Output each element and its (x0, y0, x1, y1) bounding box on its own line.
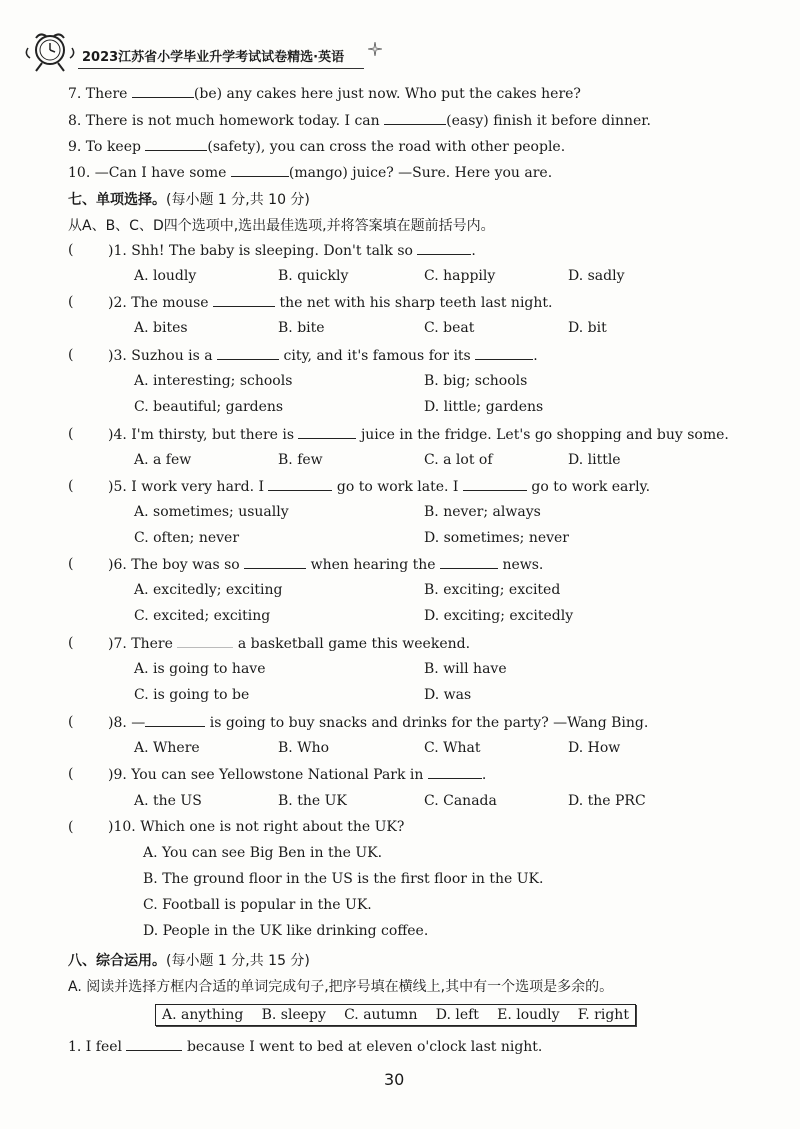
answer-paren[interactable]: ( (68, 714, 74, 730)
answer-blank[interactable] (440, 556, 498, 569)
option-a[interactable]: A. the US (134, 793, 202, 809)
fill-item: 10. —Can I have some (mango) juice? —Sure. Here you are. (68, 165, 553, 181)
answer-paren[interactable]: ( (68, 347, 74, 363)
word-option: F. right (577, 1007, 629, 1023)
option-a[interactable]: A. Where (134, 740, 200, 756)
question-2: )2. The mouse the net with his sharp teeth last night. (108, 295, 553, 311)
word-option: E. loudly (497, 1007, 560, 1023)
answer-blank[interactable] (126, 1038, 182, 1051)
answer-paren[interactable]: ( (68, 635, 74, 651)
option-d[interactable]: D. little; gardens (424, 399, 544, 415)
option-b[interactable]: B. big; schools (424, 373, 528, 389)
option-d[interactable]: D. People in the UK like drinking coffee. (143, 923, 429, 939)
option-d[interactable]: D. sadly (568, 268, 625, 284)
option-d[interactable]: D. little (568, 452, 621, 468)
section-7-heading: 七、单项选择。(每小题 1 分,共 10 分) (68, 192, 310, 208)
sparkle-icon (368, 42, 382, 56)
answer-blank[interactable] (231, 164, 289, 177)
option-b[interactable]: B. Who (278, 740, 330, 756)
word-option: A. anything (162, 1007, 244, 1023)
page-number: 30 (384, 1070, 405, 1089)
question-10: )10. Which one is not right about the UK? (108, 819, 405, 835)
fill-item: 7. There (be) any cakes here just now. Who put the cakes here? (68, 86, 581, 102)
option-d[interactable]: D. sometimes; never (424, 530, 570, 546)
option-c[interactable]: C. beat (424, 320, 475, 336)
header-title: 2023江苏省小学毕业升学考试试卷精选·英语 (82, 50, 345, 65)
option-b[interactable]: B. few (278, 452, 323, 468)
answer-paren[interactable]: ( (68, 819, 74, 835)
section-8-heading: 八、综合运用。(每小题 1 分,共 15 分) (68, 953, 310, 969)
word-bank-box (155, 1004, 636, 1026)
answer-blank[interactable] (463, 478, 527, 491)
option-b[interactable]: B. quickly (278, 268, 349, 284)
question-3: )3. Suzhou is a city, and it's famous for its . (108, 348, 538, 364)
option-d[interactable]: D. the PRC (568, 793, 646, 809)
answer-paren[interactable]: ( (68, 766, 74, 782)
option-b[interactable]: B. the UK (278, 793, 347, 809)
answer-blank[interactable] (145, 714, 205, 727)
answer-blank[interactable] (428, 766, 482, 779)
page-header (22, 28, 382, 74)
answer-blank[interactable] (217, 347, 279, 360)
fill-item: 9. To keep (safety), you can cross the road with other people. (68, 139, 566, 155)
option-a[interactable]: A. is going to have (134, 661, 266, 677)
answer-blank[interactable] (177, 635, 233, 648)
answer-blank[interactable] (475, 347, 533, 360)
answer-paren[interactable]: ( (68, 556, 74, 572)
word-option: C. autumn (344, 1007, 418, 1023)
option-d[interactable]: D. was (424, 687, 472, 703)
option-b[interactable]: B. exciting; excited (424, 582, 561, 598)
header-divider (78, 68, 364, 69)
section-8-question-1: 1. I feel because I went to bed at eleven o'clock last night. (68, 1039, 543, 1055)
option-b[interactable]: B. never; always (424, 504, 541, 520)
option-c[interactable]: C. happily (424, 268, 496, 284)
question-7: )7. There a basketball game this weekend. (108, 636, 471, 652)
option-a[interactable]: A. a few (134, 452, 192, 468)
answer-paren[interactable]: ( (68, 426, 74, 442)
option-b[interactable]: B. bite (278, 320, 325, 336)
question-5: )5. I work very hard. I go to work late. I go to work early. (108, 479, 651, 495)
option-c[interactable]: C. excited; exciting (134, 608, 271, 624)
answer-blank[interactable] (213, 294, 275, 307)
option-a[interactable]: A. sometimes; usually (134, 504, 289, 520)
answer-blank[interactable] (132, 85, 194, 98)
option-c[interactable]: C. What (424, 740, 481, 756)
word-option: B. sleepy (261, 1007, 326, 1023)
option-a[interactable]: A. loudly (134, 268, 197, 284)
question-4: )4. I'm thirsty, but there is juice in the fridge. Let's go shopping and buy some. (108, 427, 729, 443)
question-9: )9. You can see Yellowstone National Park in . (108, 767, 487, 783)
answer-blank[interactable] (298, 426, 356, 439)
fill-item: 8. There is not much homework today. I can (easy) finish it before dinner. (68, 113, 651, 129)
option-b[interactable]: B. The ground floor in the US is the first floor in the UK. (143, 871, 544, 887)
answer-blank[interactable] (417, 242, 471, 255)
question-1: )1. Shh! The baby is sleeping. Don't talk so . (108, 243, 476, 259)
section-8-part-a-instruction: A. 阅读并选择方框内合适的单词完成句子,把序号填在横线上,其中有一个选项是多余的。 (68, 979, 614, 995)
question-6: )6. The boy was so when hearing the news. (108, 557, 544, 573)
option-b[interactable]: B. will have (424, 661, 507, 677)
option-d[interactable]: D. How (568, 740, 621, 756)
option-c[interactable]: C. is going to be (134, 687, 250, 703)
answer-blank[interactable] (268, 478, 332, 491)
answer-paren[interactable]: ( (68, 242, 74, 258)
option-c[interactable]: C. a lot of (424, 452, 493, 468)
option-d[interactable]: D. exciting; excitedly (424, 608, 574, 624)
option-a[interactable]: A. bites (134, 320, 188, 336)
option-c[interactable]: C. Canada (424, 793, 497, 809)
answer-blank[interactable] (244, 556, 306, 569)
answer-paren[interactable]: ( (68, 294, 74, 310)
answer-blank[interactable] (145, 138, 207, 151)
option-c[interactable]: C. beautiful; gardens (134, 399, 284, 415)
alarm-clock-mascot-icon (22, 28, 80, 74)
option-a[interactable]: A. interesting; schools (134, 373, 293, 389)
option-c[interactable]: C. often; never (134, 530, 240, 546)
option-a[interactable]: A. You can see Big Ben in the UK. (143, 845, 383, 861)
word-option: D. left (435, 1007, 479, 1023)
answer-paren[interactable]: ( (68, 478, 74, 494)
answer-blank[interactable] (384, 112, 446, 125)
question-8: )8. — is going to buy snacks and drinks for the party? —Wang Bing. (108, 715, 649, 731)
option-d[interactable]: D. bit (568, 320, 607, 336)
option-a[interactable]: A. excitedly; exciting (134, 582, 283, 598)
section-7-instruction: 从A、B、C、D四个选项中,选出最佳选项,并将答案填在题前括号内。 (68, 218, 495, 234)
option-c[interactable]: C. Football is popular in the UK. (143, 897, 372, 913)
